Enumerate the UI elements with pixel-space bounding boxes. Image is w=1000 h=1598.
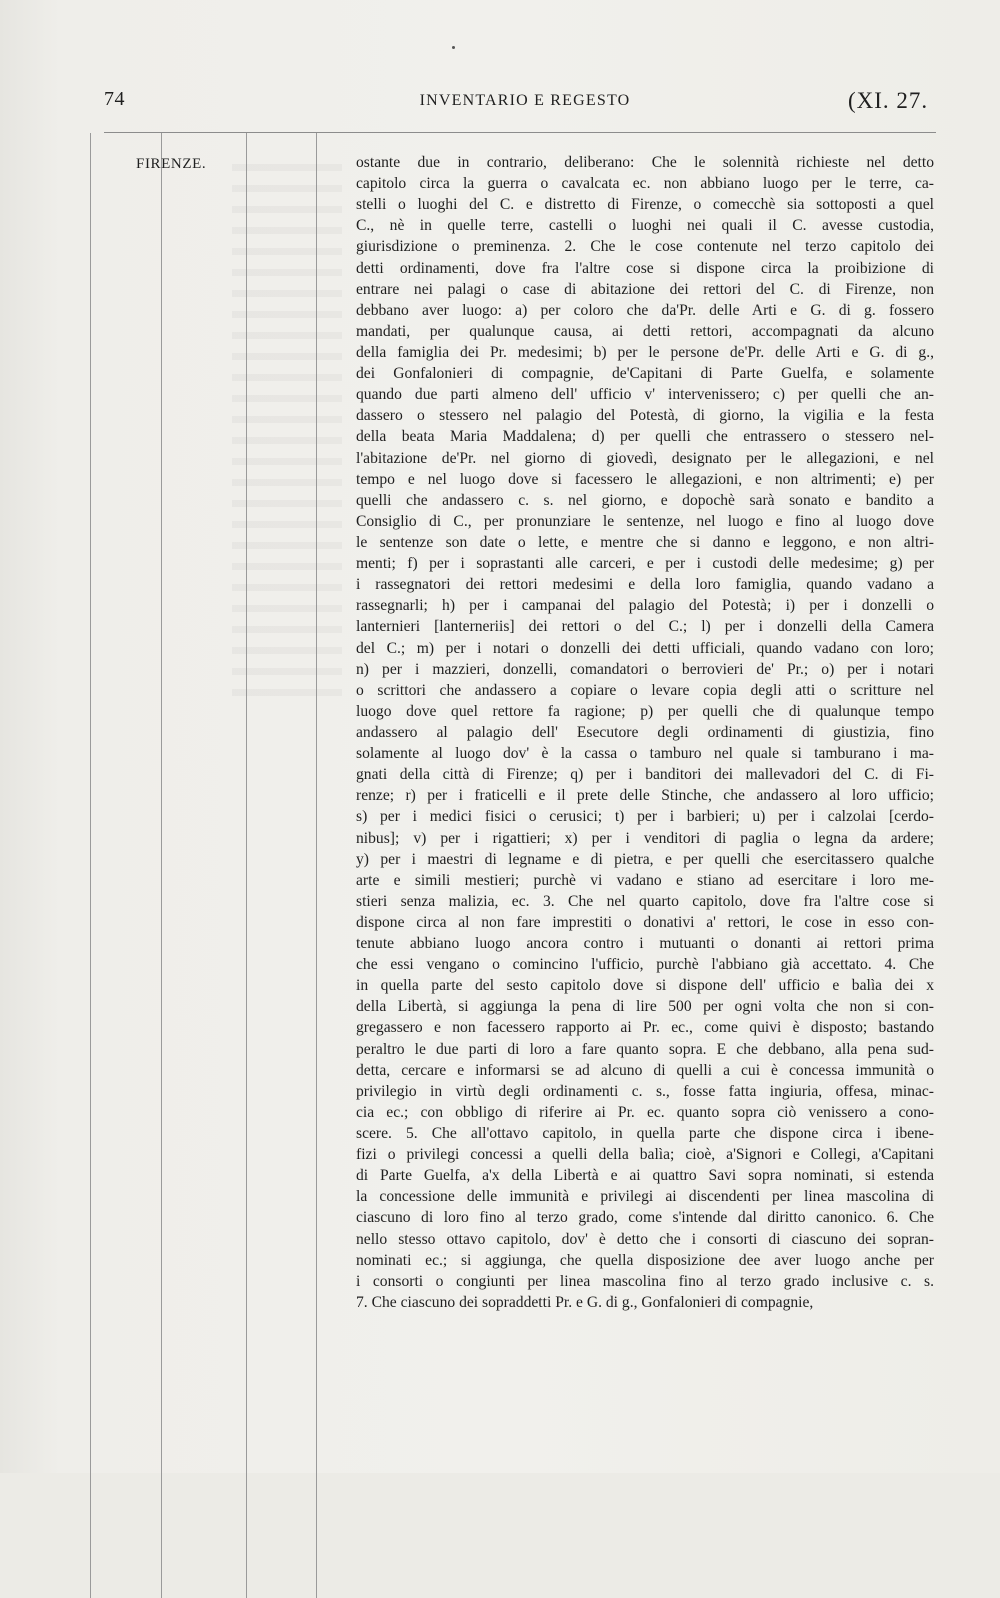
text-line: del C.; m) per i notari o donzelli dei detti ufficiali, quando vadano con loro; [356, 639, 934, 657]
text-line: della beata Maria Maddalena; d) per quelli che entrassero o stessero nel- [356, 428, 934, 446]
text-line: giurisdizione o preminenza. 2. Che le cose contenute nel terzo capitolo dei [356, 238, 934, 256]
text-line: cia ec.; con obbligo di riferire ai Pr. ec. quanto sopra ciò venissero a cono- [356, 1103, 934, 1121]
text-line: y) per i maestri di legname e di pietra, e per quelli che esercitassero qualche [356, 850, 934, 868]
text-line: solamente al luogo dov' è la cassa o tamburo nel quale si tamburano i ma- [356, 745, 934, 763]
text-line: 7. Che ciascuno dei sopraddetti Pr. e G. di g., Gonfalonieri di compagnie, [356, 1293, 814, 1311]
text-line: lanternieri [lanterneriis] dei rettori o del C.; l) per i donzelli della Camera [356, 618, 934, 636]
text-line: s) per i medici fisici o cerusici; t) per i barbieri; u) per i calzolai [cerdo- [356, 808, 934, 826]
margin-place-label: FIRENZE. [136, 156, 207, 172]
text-line: privilegio in virtù degli ordinamenti c. s., fosse fatta ingiuria, offesa, minac- [356, 1082, 934, 1100]
text-line: ostante due in contrario, deliberano: Che le solennità richieste nel detto [356, 154, 934, 171]
text-line: C., nè in quelle terre, castelli o luoghi nei quali il C. avesse custodia, [356, 217, 934, 235]
text-line: quando due parti almeno dell' ufficio v' intervenissero; c) per quelli che an- [356, 386, 934, 404]
text-line: quelli che andassero c. s. nel giorno, e dopochè sarà sonato e bandito a [356, 491, 934, 509]
text-line: i rassegnatori dei rettori medesimi e della loro famiglia, quando vadano a [356, 576, 934, 594]
text-line: che essi vengano o comincino l'ufficio, purchè l'abbiano già accettato. 4. Che [356, 956, 934, 974]
text-line: entrare nei palagi o case di abitazione dei rettori del C. di Firenze, non [356, 280, 934, 298]
text-line: i consorti o congiunti per linea mascolina fino al terzo grado inclusive c. s. [356, 1272, 934, 1290]
text-line: l'abitazione de'Pr. nel giorno di giovedì, designato per le allegazioni, e nel [356, 449, 934, 467]
text-line: detta, cercare e informarsi se ad alcuno di quelli a cui è concessa immunità o [356, 1061, 934, 1079]
text-line: peraltro le due parti di loro a fare quanto sopra. E che debbano, alla pena sud- [356, 1040, 934, 1058]
text-line: nibus]; v) per i rigattieri; x) per i venditori di paglia o legna da ardere; [356, 829, 934, 847]
text-line: arte e simili mestieri; purchè vi vadano e stiano ad esercitare i loro me- [356, 871, 934, 889]
text-line: dispone circa al non fare imprestiti o donativi a' rettori, le cose in esso con- [356, 913, 934, 931]
text-line: detti ordinamenti, dove fra l'altre cose si dispone circa la proibizione di [356, 259, 934, 277]
text-line: rassegnarli; h) per i campanai del palagio del Potestà; i) per i donzelli o [356, 597, 934, 615]
text-line: andassero al palagio dell' Esecutore degli ordinamenti di giustizia, fino [356, 723, 934, 741]
text-line: luogo dove quel rettore fa ragione; p) per quelli che di qualunque tempo [356, 702, 934, 720]
text-line: tempo e nel luogo dove si facessero le allegazioni, e non altrimenti; e) per [356, 470, 934, 488]
text-line: la concessione delle immunità e privilegi ai discendenti per linea mascolina di [356, 1188, 934, 1206]
text-line: dei Gonfalonieri di compagnie, de'Capitani di Parte Guelfa, e solamente [356, 365, 934, 383]
text-line: o scrittori che andassero a copiare o levare copia degli atti o scritture nel [356, 681, 934, 699]
running-head: INVENTARIO E REGESTO [419, 92, 631, 109]
margin-rule-inner-1 [161, 133, 162, 1598]
text-line: nello stesso ottavo capitolo, dov' è detto che i consorti di ciascuno dei sopran- [356, 1230, 934, 1248]
text-line: ciascuno di loro fino al terzo grado, come s'intende dal diritto canonico. 6. Che [356, 1209, 934, 1227]
text-line: di Parte Guelfa, a'x della Libertà e ai quattro Savi sopra nominati, si estenda [356, 1167, 934, 1185]
text-line: dassero o stessero nel palagio del Potestà, di giorno, la vigilia e la festa [356, 407, 934, 425]
section-reference: (XI. 27. [848, 88, 929, 113]
text-line: della Libertà, si aggiunga la pena di lire 500 per ogni volta che non si con- [356, 998, 934, 1016]
text-line: le sentenze son date o lette, e mentre che si danno e leggono, e non altri- [356, 533, 934, 551]
margin-rule-left [90, 133, 91, 1598]
text-line: in quella parte del sesto capitolo dove si dispone dell' ufficio e balìa dei x [356, 977, 934, 995]
body-text [356, 152, 934, 1313]
text-line: nominati ec.; si aggiunga, che quella disposizione dee aver luogo anche per [356, 1251, 934, 1269]
text-line: tenute abbiano luogo ancora contro i mutuanti o donanti ai rettori prima [356, 935, 934, 953]
text-line: renze; r) per i fraticelli e il prete delle Stinche, che andassero al loro ufficio; [356, 787, 934, 805]
text-line: mandati, per qualunque causa, ai detti rettori, accompagnati da alcuno [356, 322, 934, 340]
text-line: stieri senza malizia, ec. 3. Che nel quarto capitolo, dove fra l'altre cose si [356, 892, 934, 910]
text-line: scere. 5. Che all'ottavo capitolo, in quella parte che dispone circa i ibene- [356, 1125, 934, 1143]
page-number: 74 [104, 88, 125, 110]
text-line: fizi o privilegi concessi a quelli della balìa; cioè, a'Signori e Collegi, a'Capitani [356, 1146, 934, 1164]
text-line: debbano aver luogo: a) per coloro che da'Pr. delle Arti e G. di g. fossero [356, 301, 934, 319]
text-line: della famiglia dei Pr. medesimi; b) per le persone de'Pr. delle Arti e G. di g., [356, 343, 934, 361]
text-line: Consiglio di C., per pronunziare le sentenze, nel luogo e fino al luogo dove [356, 512, 934, 530]
text-line: gnati della città di Firenze; q) per i banditori dei mallevadori del C. di Fi- [356, 766, 934, 784]
text-line: menti; f) per i soprastanti alle carceri, e per i custodi delle medesime; g) per [356, 555, 934, 573]
text-line: n) per i mazzieri, donzelli, comandatori o berrovieri de' Pr.; o) per i notari [356, 660, 934, 678]
text-line: gregassero e non facessero rapporto ai Pr. ec., come quivi è disposto; bastando [356, 1019, 934, 1037]
ink-speck [452, 46, 455, 49]
show-through-shading [232, 150, 342, 710]
text-line: stelli o luoghi del C. e distretto di Firenze, o comecchè sia sottoposti a quel [356, 196, 934, 214]
text-line: capitolo circa la guerra o cavalcata ec. non abbiano luogo per le terre, ca- [356, 175, 934, 193]
